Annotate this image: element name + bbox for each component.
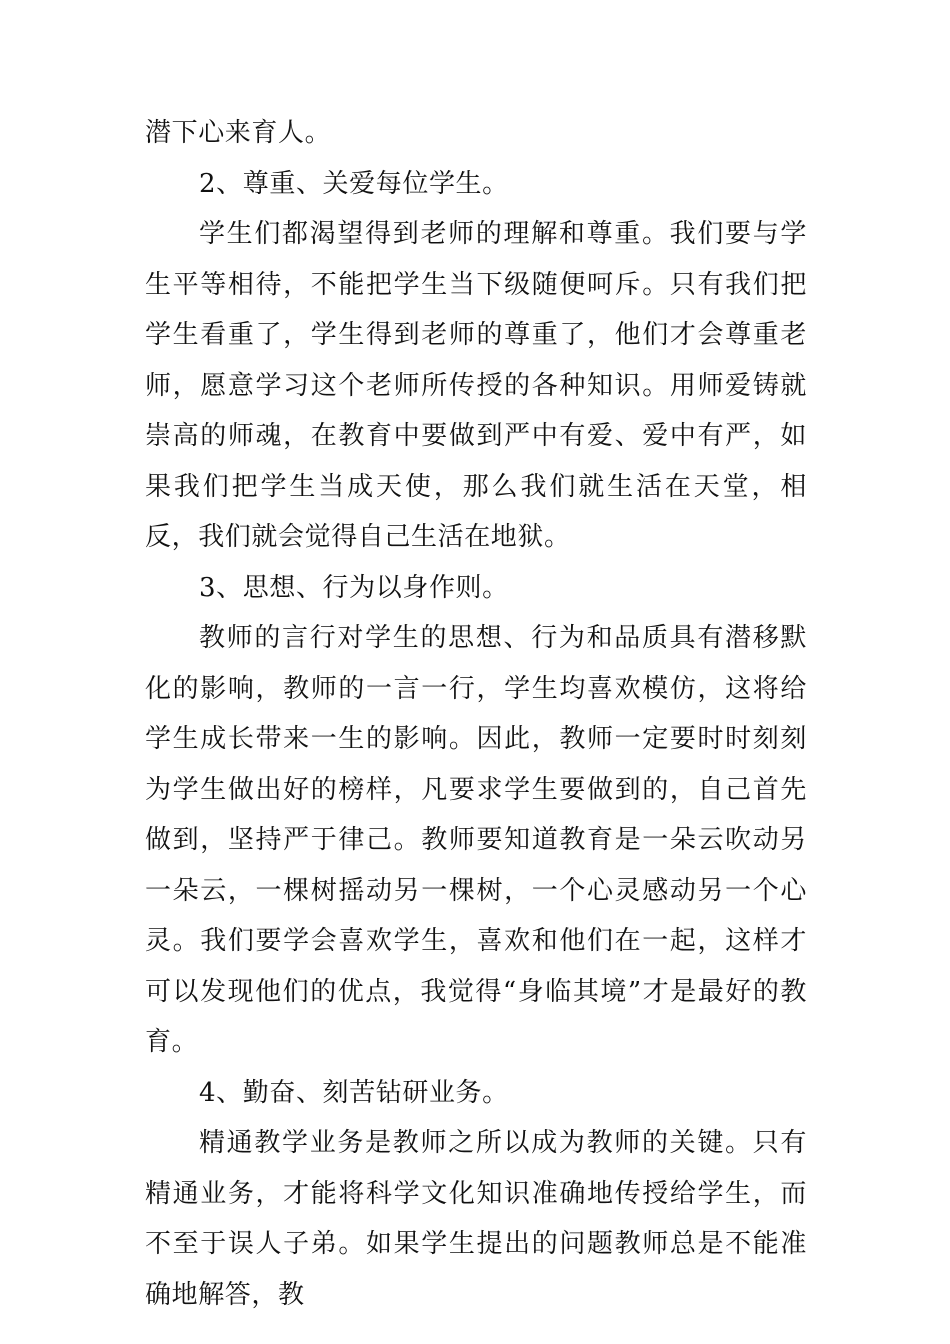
paragraph-respect: 学生们都渴望得到老师的理解和尊重。我们要与学生平等相待，不能把学生当下级随便呵斥。只有我们把学生看重了，学生得到老师的尊重了，他们才会尊重老师，愿意学习这个老师所传授的各种知识。用师爱铸就崇高的师魂，在教育中要做到严中有爱、爱中有严，如果我们把学生当成天使，那么我们就生活在天堂，相反，我们就会觉得自己生活在地狱。	[145, 219, 807, 552]
document-body	[145, 108, 807, 1320]
paragraph-continuation: 潜下心来育人。	[145, 118, 332, 148]
section-heading-2: 2、尊重、关爱每位学生。	[199, 168, 509, 199]
paragraph-diligence: 精通教学业务是教师之所以成为教师的关键。只有精通业务，才能将科学文化知识准确地传授给学生，而不至于误人子弟。如果学生提出的问题教师总是不能准确地解答，教	[145, 1128, 807, 1310]
paragraph-example: 教师的言行对学生的思想、行为和品质具有潜移默化的影响，教师的一言一行，学生均喜欢模仿，这将给学生成长带来一生的影响。因此，教师一定要时时刻刻为学生做出好的榜样，凡要求学生要做到的，自己首先做到，坚持严于律己。教师要知道教育是一朵云吹动另一朵云，一棵树摇动另一棵树，一个心灵感动另一个心灵。我们要学会喜欢学生，喜欢和他们在一起，这样才可以发现他们的优点，我觉得“身临其境”才是最好的教育。	[145, 623, 807, 1057]
section-heading-4: 4、勤奋、刻苦钻研业务。	[199, 1077, 509, 1108]
section-heading-3: 3、思想、行为以身作则。	[199, 572, 509, 603]
